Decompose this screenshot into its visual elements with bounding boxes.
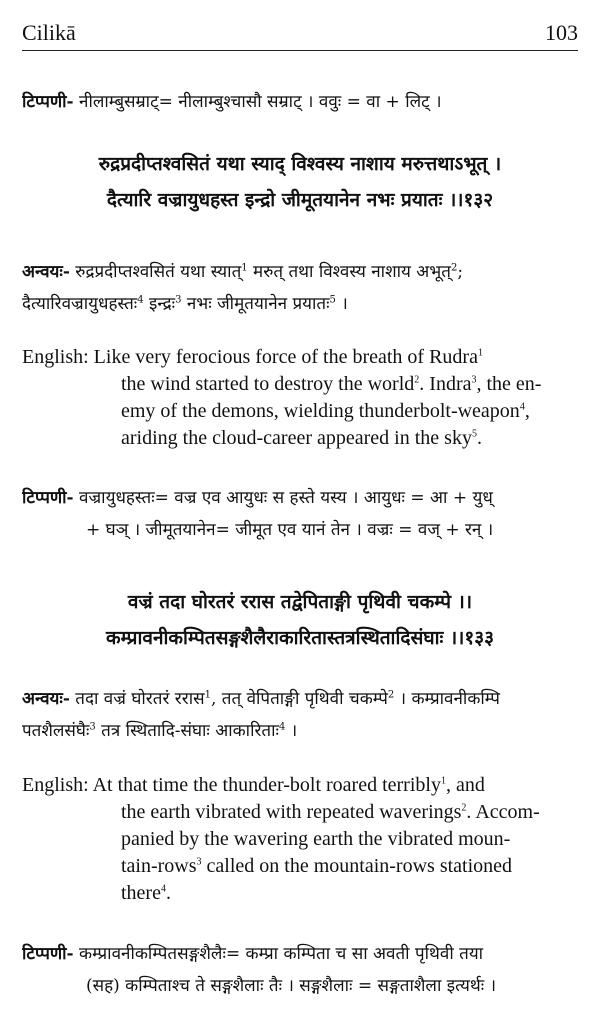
english-132: English: Like very ferocious force of the breath of Rudra$^1$ the wind started to destroy the world$^2$. Indra$^3$, the en- emy of the demons, wielding thunderbolt-weapon$^4$, ariding the cloud-career appeared in the sky$^5$. <box>22 346 542 449</box>
anvaya-label: अन्वयः- <box>22 262 70 282</box>
tippani-text: नीलाम्बुसम्राट्= नीलाम्बुश्चासौ सम्राट् । ववुः = वा + लिट् । <box>73 92 442 112</box>
english-133: English: At that time the thunder-bolt roared terribly$^1$, and the earth vibrated with repeated waverings$^2$. Accom- panied by the wavering earth the vibrated moun- tain-rows$^3$ called on the mountain-rows stationed there$^4$. <box>22 774 540 904</box>
tippani-133: टिप्पणी- कम्प्रावनीकम्पितसङ्गशैलैः= कम्प्रा कम्पिता च सा अवती पृथिवी तया (सह) कम्पिताश्च ते सङ्गशैलाः तैः । सङ्गशैलाः = सङ्गताशैला इत्यर्थः । <box>22 944 497 996</box>
tippani-label: टिप्पणी- <box>22 92 74 112</box>
running-title: Cilikā <box>22 20 76 45</box>
anvaya-133: अन्वयः- तदा वज्रं घोरतरं ररास$^1$, तत् वेपिताङ्गी पृथिवी चकम्पे$^2$ । कम्प्रावनीकम्पि पतशैलसंघैः$^3$ तत्र स्थितादि-संघाः आकारिताः$^4$ । <box>22 689 500 741</box>
verse-132 <box>22 146 578 218</box>
english-label: English: <box>22 346 89 368</box>
anvaya-132: अन्वयः- रुद्रप्रदीप्तश्वसितं यथा स्यात्$^1$ मरुत् तथा विश्वस्य नाशाय अभूत्$^2$; दैत्यारिवज्रायुधहस्तः$^4$ इन्द्रः$^3$ नभः जीमूतयानेन प्रयातः$^5$ । <box>22 262 464 314</box>
english-label: English: <box>22 774 89 796</box>
tippani-132: टिप्पणी- वज्रायुधहस्तः= वज्र एव आयुधः स हस्ते यस्य । आयुधः = आ + युध् + घञ् । जीमूतयानेन= जीमूत एव यानं तेन । वज्रः = वज् + रन् । <box>22 488 494 540</box>
page-number: 103 <box>545 20 578 45</box>
verse-line-2: कम्प्रावनीकम्पितसङ्गशैलैराकारितास्तत्रस्थितादिसंघाः ।।१३३ <box>106 627 494 649</box>
tippani-label: टिप्पणी- <box>22 488 74 508</box>
tippani-label: टिप्पणी- <box>22 944 74 964</box>
verse-line-2: दैत्यारि वज्रायुधहस्त इन्द्रो जीमूतयानेन नभः प्रयातः ।।१३२ <box>106 189 494 211</box>
verse-133 <box>22 584 578 656</box>
verse-line-1: वज्रं तदा घोरतरं ररास तद्वेपिताङ्गी पृथिवी चकम्पे ।। <box>127 591 473 613</box>
anvaya-label: अन्वयः- <box>22 689 70 709</box>
running-header <box>22 10 578 51</box>
verse-line-1: रुद्रप्रदीप्तश्वसितं यथा स्याद् विश्वस्य नाशाय मरुत्तथाऽभूत् । <box>98 153 502 175</box>
tippani-131 <box>22 86 578 118</box>
